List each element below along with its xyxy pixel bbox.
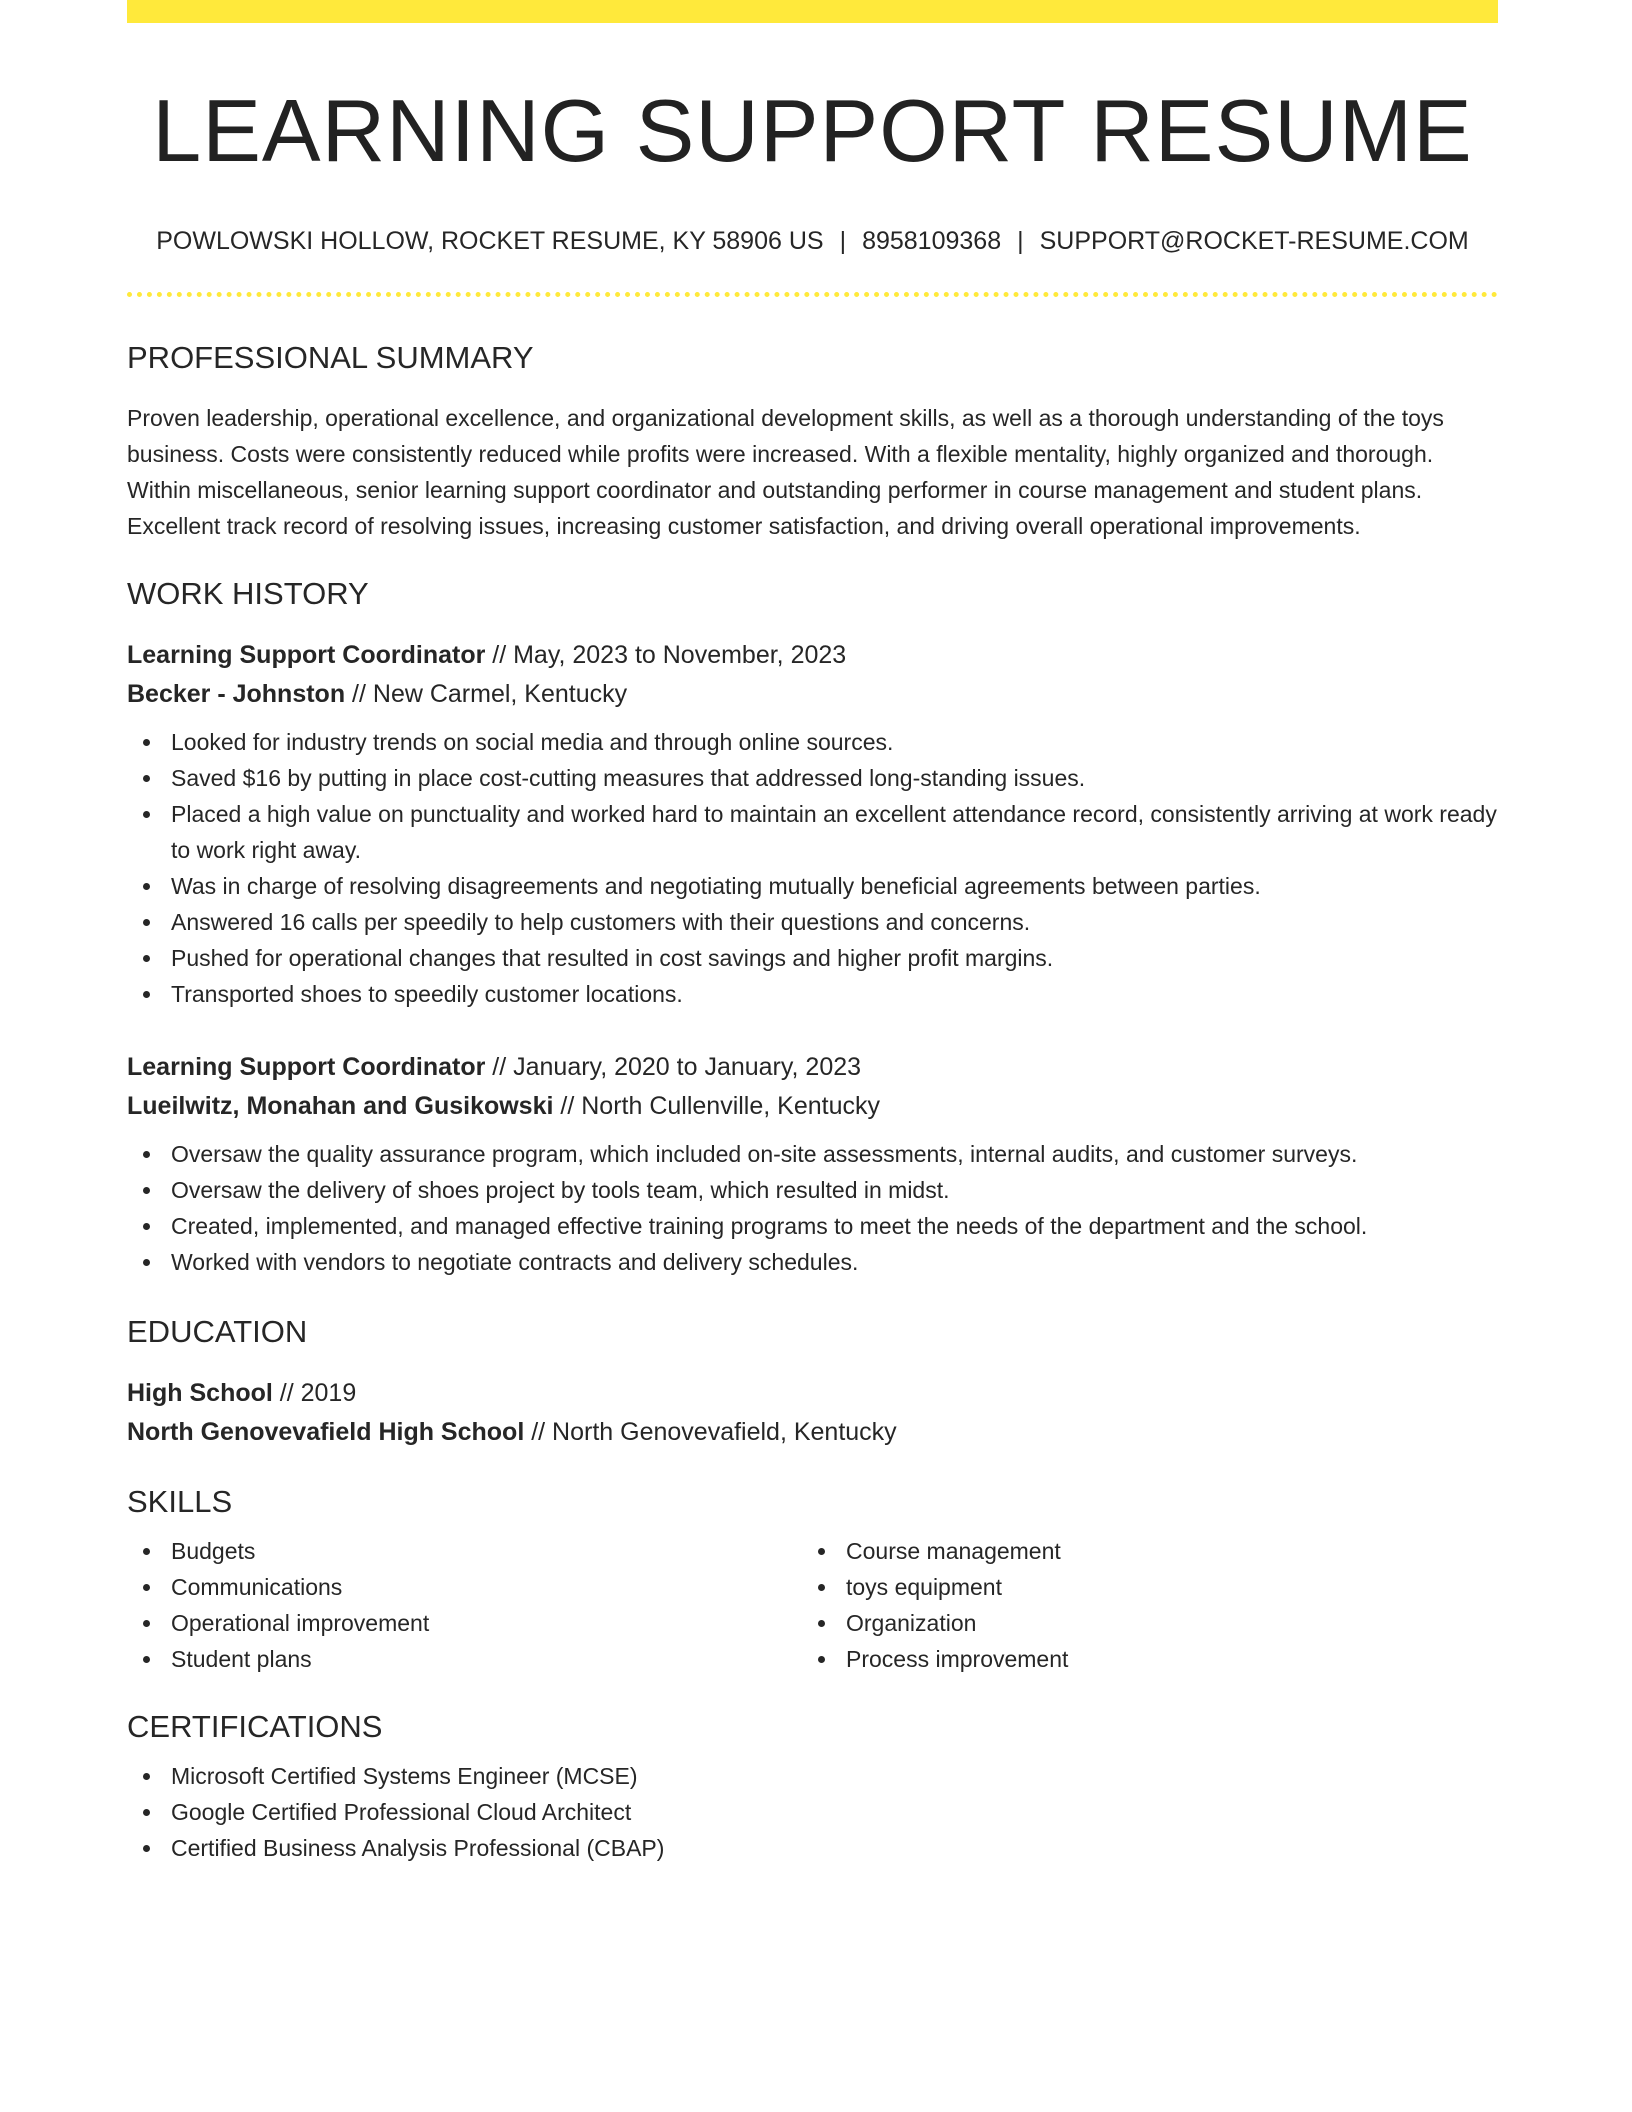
contact-separator: | <box>1017 227 1024 255</box>
list-item: Oversaw the delivery of shoes project by tools team, which resulted in midst. <box>127 1172 1498 1208</box>
list-item: Process improvement <box>802 1641 1477 1677</box>
list-item: Course management <box>802 1533 1477 1569</box>
list-item: Communications <box>127 1569 802 1605</box>
job-location: // North Cullenville, Kentucky <box>553 1092 880 1120</box>
dotted-divider <box>127 292 1498 297</box>
accent-top-bar <box>127 0 1498 23</box>
job-title: Learning Support Coordinator <box>127 641 486 669</box>
list-item: toys equipment <box>802 1569 1477 1605</box>
list-item: Saved $16 by putting in place cost-cutting measures that addressed long-standing issues. <box>127 760 1498 796</box>
contact-separator: | <box>839 227 847 255</box>
contact-line <box>127 229 1498 254</box>
list-item: Was in charge of resolving disagreements and negotiating mutually beneficial agreements between parties. <box>127 868 1498 904</box>
list-item: Created, implemented, and managed effective training programs to meet the needs of the department and the school. <box>127 1208 1498 1244</box>
job-title: Learning Support Coordinator <box>127 1053 486 1081</box>
list-item: Answered 16 calls per speedily to help customers with their questions and concerns. <box>127 904 1498 940</box>
list-item: Looked for industry trends on social media and through online sources. <box>127 724 1498 760</box>
list-item: Certified Business Analysis Professional (CBAP) <box>127 1830 1498 1866</box>
resume-page <box>127 0 1498 1866</box>
resume-title: LEARNING SUPPORT RESUME <box>152 81 1473 180</box>
skills-column-left <box>127 1533 802 1677</box>
skills-list <box>127 1533 802 1677</box>
certifications-list <box>127 1758 1498 1866</box>
list-item: Microsoft Certified Systems Engineer (MCSE) <box>127 1758 1498 1794</box>
skills-heading: SKILLS <box>127 1484 233 1519</box>
job-location: // New Carmel, Kentucky <box>345 680 628 708</box>
job-bullet-list <box>127 1136 1498 1280</box>
work-history-heading: WORK HISTORY <box>127 576 369 611</box>
list-item: Worked with vendors to negotiate contracts and delivery schedules. <box>127 1244 1498 1280</box>
summary-heading: PROFESSIONAL SUMMARY <box>127 340 534 375</box>
education-location: // North Genovevafield, Kentucky <box>524 1418 897 1446</box>
education-degree-line <box>127 1374 1498 1413</box>
list-item: Budgets <box>127 1533 802 1569</box>
contact-email: SUPPORT@ROCKET-RESUME.COM <box>1039 227 1469 255</box>
education-heading: EDUCATION <box>127 1314 308 1349</box>
education-year: // 2019 <box>272 1379 357 1407</box>
job-header <box>127 636 1498 714</box>
education-degree: High School <box>127 1379 273 1407</box>
list-item: Placed a high value on punctuality and worked hard to maintain an excellent attendance record, consistently arriving at work ready to work right away. <box>127 796 1498 868</box>
education-entry <box>127 1374 1498 1452</box>
job-dates: // May, 2023 to November, 2023 <box>485 641 847 669</box>
list-item: Oversaw the quality assurance program, which included on-site assessments, internal audits, and customer surveys. <box>127 1136 1498 1172</box>
list-item: Pushed for operational changes that resulted in cost savings and higher profit margins. <box>127 940 1498 976</box>
job-header <box>127 1048 1498 1126</box>
skills-grid <box>127 1533 1498 1677</box>
job-title-line <box>127 1048 1498 1087</box>
list-item: Transported shoes to speedily customer locations. <box>127 976 1498 1012</box>
skills-column-right <box>802 1533 1477 1677</box>
job-dates: // January, 2020 to January, 2023 <box>485 1053 862 1081</box>
list-item: Google Certified Professional Cloud Architect <box>127 1794 1498 1830</box>
job-title-line <box>127 636 1498 675</box>
skills-list <box>802 1533 1477 1677</box>
certifications-heading: CERTIFICATIONS <box>127 1709 383 1744</box>
job-company: Lueilwitz, Monahan and Gusikowski <box>127 1092 554 1120</box>
list-item: Student plans <box>127 1641 802 1677</box>
education-school: North Genovevafield High School <box>127 1418 525 1446</box>
summary-text: Proven leadership, operational excellence, and organizational development skills, as well as a thorough understanding of the toys business. Costs were consistently reduced while profits were increased. With a flexible mentality, highly organized and thorough. Within miscellaneous, senior learning support coordinator and outstanding performer in course management and student plans. Excellent track record of resolving issues, increasing customer satisfaction, and driving overall operational improvements. <box>127 405 1444 539</box>
job-company: Becker - Johnston <box>127 680 346 708</box>
contact-address: POWLOWSKI HOLLOW, ROCKET RESUME, KY 58906 US <box>156 227 824 255</box>
list-item: Operational improvement <box>127 1605 802 1641</box>
job-bullet-list <box>127 724 1498 1012</box>
job-company-line <box>127 675 1498 714</box>
contact-phone: 8958109368 <box>862 227 1002 255</box>
list-item: Organization <box>802 1605 1477 1641</box>
job-company-line <box>127 1087 1498 1126</box>
education-school-line <box>127 1413 1498 1452</box>
